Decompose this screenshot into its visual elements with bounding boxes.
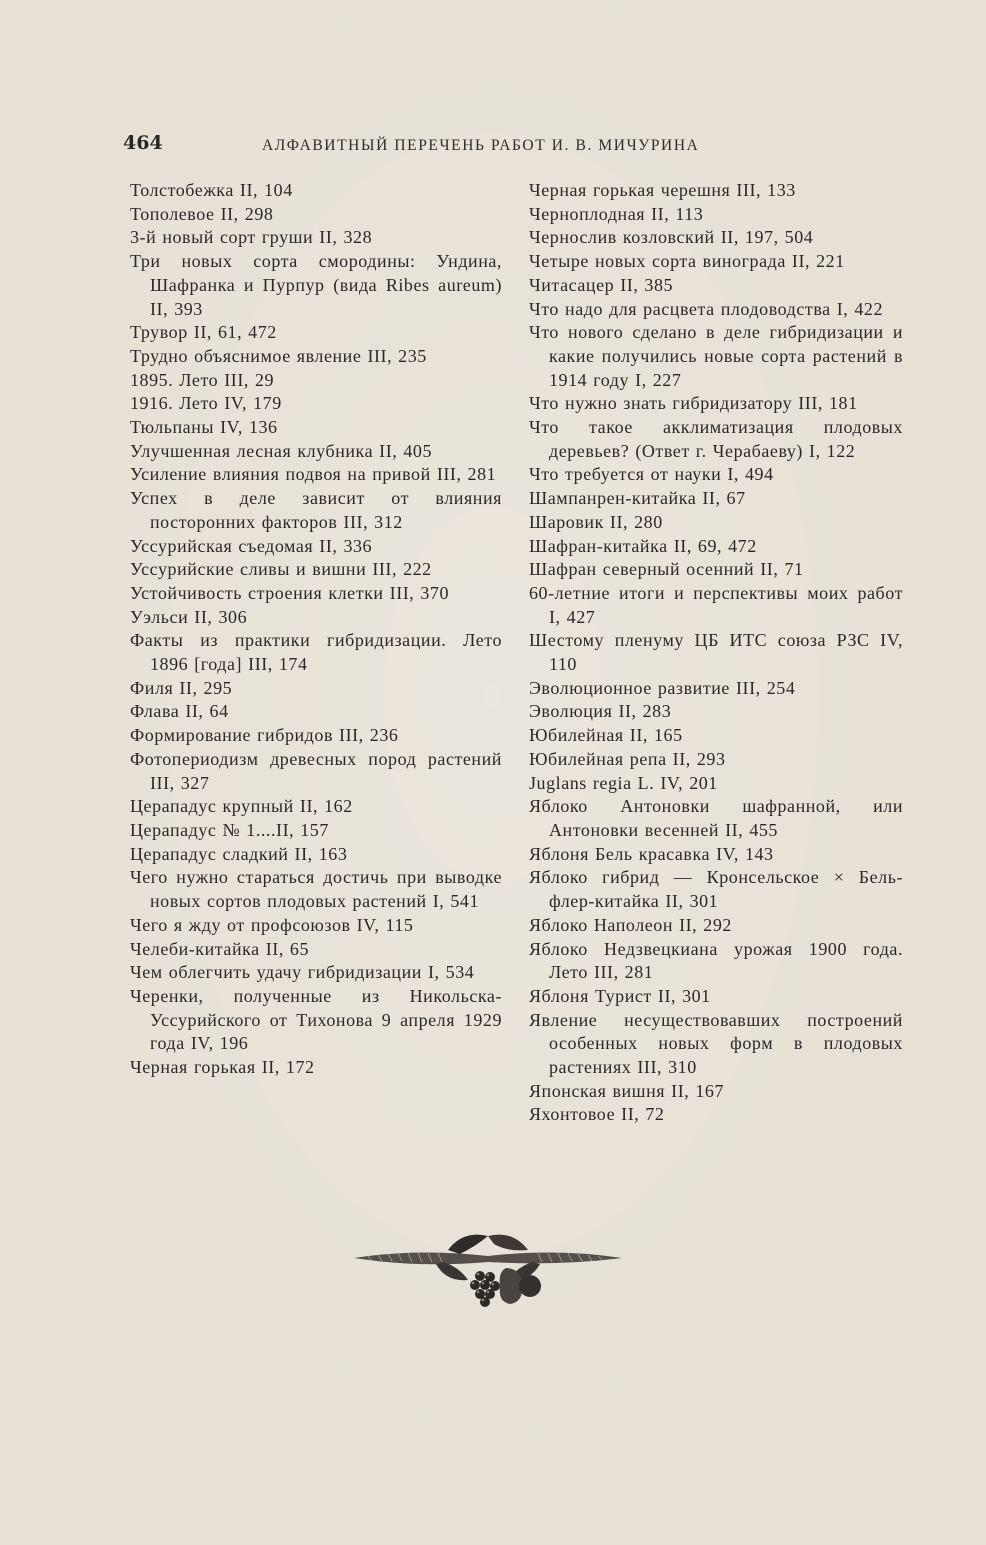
index-entry: Что нового сделано в деле гибридизации и какие получились новые сорта растений в 1914 году I, 227 (529, 322, 903, 390)
index-entry: Черная горькая II, 172 (130, 1057, 315, 1078)
index-entry: Тополевое II, 298 (130, 203, 274, 224)
index-entry: Факты из практики гибридизации. Лето 1896 [года] III, 174 (130, 630, 502, 675)
index-entry: Шафран-китайка II, 69, 472 (529, 535, 757, 556)
index-entry: 3-й новый сорт груши II, 328 (130, 227, 373, 248)
index-entry: 60-летние итоги и перспективы моих работ I, 427 (529, 582, 903, 627)
index-entry: Чего нужно стараться достичь при выводке новых сортов плодовых растений I, 541 (130, 867, 502, 912)
index-entry: Яблоня Бель красавка IV, 143 (529, 843, 774, 864)
index-entry: Черная горькая черешня III, 133 (529, 180, 796, 200)
index-entry: Явление несуществовавших построений особенных новых форм в плодовых растениях III, 310 (529, 1009, 903, 1078)
index-entry: Яхонтовое II, 72 (529, 1104, 665, 1125)
index-entry: Что нужно знать гибридизатору III, 181 (529, 393, 858, 414)
index-entry: Флава II, 64 (130, 701, 229, 722)
index-column-right (529, 179, 903, 1127)
index-entry: Чего я жду от профсоюзов IV, 115 (130, 914, 414, 935)
index-entry: Яблоня Турист II, 301 (529, 985, 711, 1006)
index-entry: Чем облегчить удачу гибридизации I, 534 (130, 962, 475, 983)
index-entry: Толстобежка II, 104 (130, 180, 293, 200)
index-entry: Юбилейная репа II, 293 (529, 748, 726, 769)
index-entry: Черенки, полученные из Никольска-Уссурийского от Тихонова 9 апреля 1929 года IV, 196 (130, 985, 502, 1054)
index-entry: Усиление влияния подвоя на привой III, 281 (130, 464, 497, 485)
index-entry: Церападус сладкий II, 163 (130, 843, 348, 864)
index-entry: Улучшенная лесная клубника II, 405 (130, 440, 433, 461)
index-entry: Juglans regia L. IV, 201 (529, 772, 718, 793)
index-entry: Яблоко Недзвецкиана урожая 1900 года. Лето III, 281 (529, 938, 903, 983)
index-entry: Яблоко гибрид — Кронсельское × Бель-флер-китайка II, 301 (529, 867, 903, 912)
index-entry: 1895. Лето III, 29 (130, 369, 275, 390)
index-entry: 1916. Лето IV, 179 (130, 393, 282, 414)
index-entry: Трудно объяснимое явление III, 235 (130, 345, 427, 366)
index-entry: Формирование гибридов III, 236 (130, 725, 399, 746)
index-entry: Три новых сорта смородины: Ундина, Шафранка и Пурпур (вида Ribes aureum) II, 393 (130, 251, 502, 319)
index-entry: Уссурийская съедомая II, 336 (130, 535, 373, 556)
index-entry: Церападус № 1....II, 157 (130, 819, 329, 840)
index-column-left (130, 179, 502, 1080)
index-entry: Трувор II, 61, 472 (130, 322, 277, 343)
index-entry: Шампанрен-китайка II, 67 (529, 488, 746, 509)
index-entry: Японская вишня II, 167 (529, 1080, 724, 1101)
index-entry: Яблоко Антоновки шафранной, или Антоновки весенней II, 455 (529, 796, 903, 840)
index-entry: Что надо для расцвета плодоводства I, 422 (529, 298, 884, 319)
page-number: 464 (123, 132, 163, 154)
index-entry: Устойчивость строения клетки III, 370 (130, 582, 450, 603)
index-entry: Чернослив козловский II, 197, 504 (529, 227, 814, 248)
index-entry: Филя II, 295 (130, 677, 233, 698)
index-entry: Эволюция II, 283 (529, 701, 672, 722)
index-entry: Уэльси II, 306 (130, 606, 248, 627)
index-entry: Тюльпаны IV, 136 (130, 417, 278, 438)
index-entry: Что требуется от науки I, 494 (529, 464, 774, 485)
index-entry: Шафран северный осенний II, 71 (529, 559, 804, 580)
index-entry: Челеби-китайка II, 65 (130, 938, 310, 959)
index-entry: Юбилейная II, 165 (529, 725, 683, 746)
index-entry: Что такое акклиматизация плодовых деревьев? (Ответ г. Черабаеву) I, 122 (529, 417, 903, 461)
running-title: АЛФАВИТНЫЙ ПЕРЕЧЕНЬ РАБОТ И. В. МИЧУРИНА (262, 137, 700, 154)
index-entry: Уссурийские сливы и вишни III, 222 (130, 559, 432, 580)
index-entry: Успех в деле зависит от влияния посторонних факторов III, 312 (130, 488, 502, 532)
index-entry: Четыре новых сорта винограда II, 221 (529, 251, 845, 272)
index-entry: Шаровик II, 280 (529, 511, 663, 532)
fruit-garland-ornament-icon (348, 1228, 628, 1314)
index-entry: Яблоко Наполеон II, 292 (529, 914, 732, 935)
index-entry: Эволюционное развитие III, 254 (529, 677, 796, 698)
index-entry: Фотопериодизм древесных пород растений III, 327 (130, 748, 502, 793)
index-entry: Церападус крупный II, 162 (130, 796, 353, 817)
index-entry: Читасацер II, 385 (529, 274, 674, 295)
index-entry: Шестому пленуму ЦБ ИТС союза РЗС IV, 110 (529, 630, 903, 675)
index-entry: Черноплодная II, 113 (529, 203, 704, 224)
